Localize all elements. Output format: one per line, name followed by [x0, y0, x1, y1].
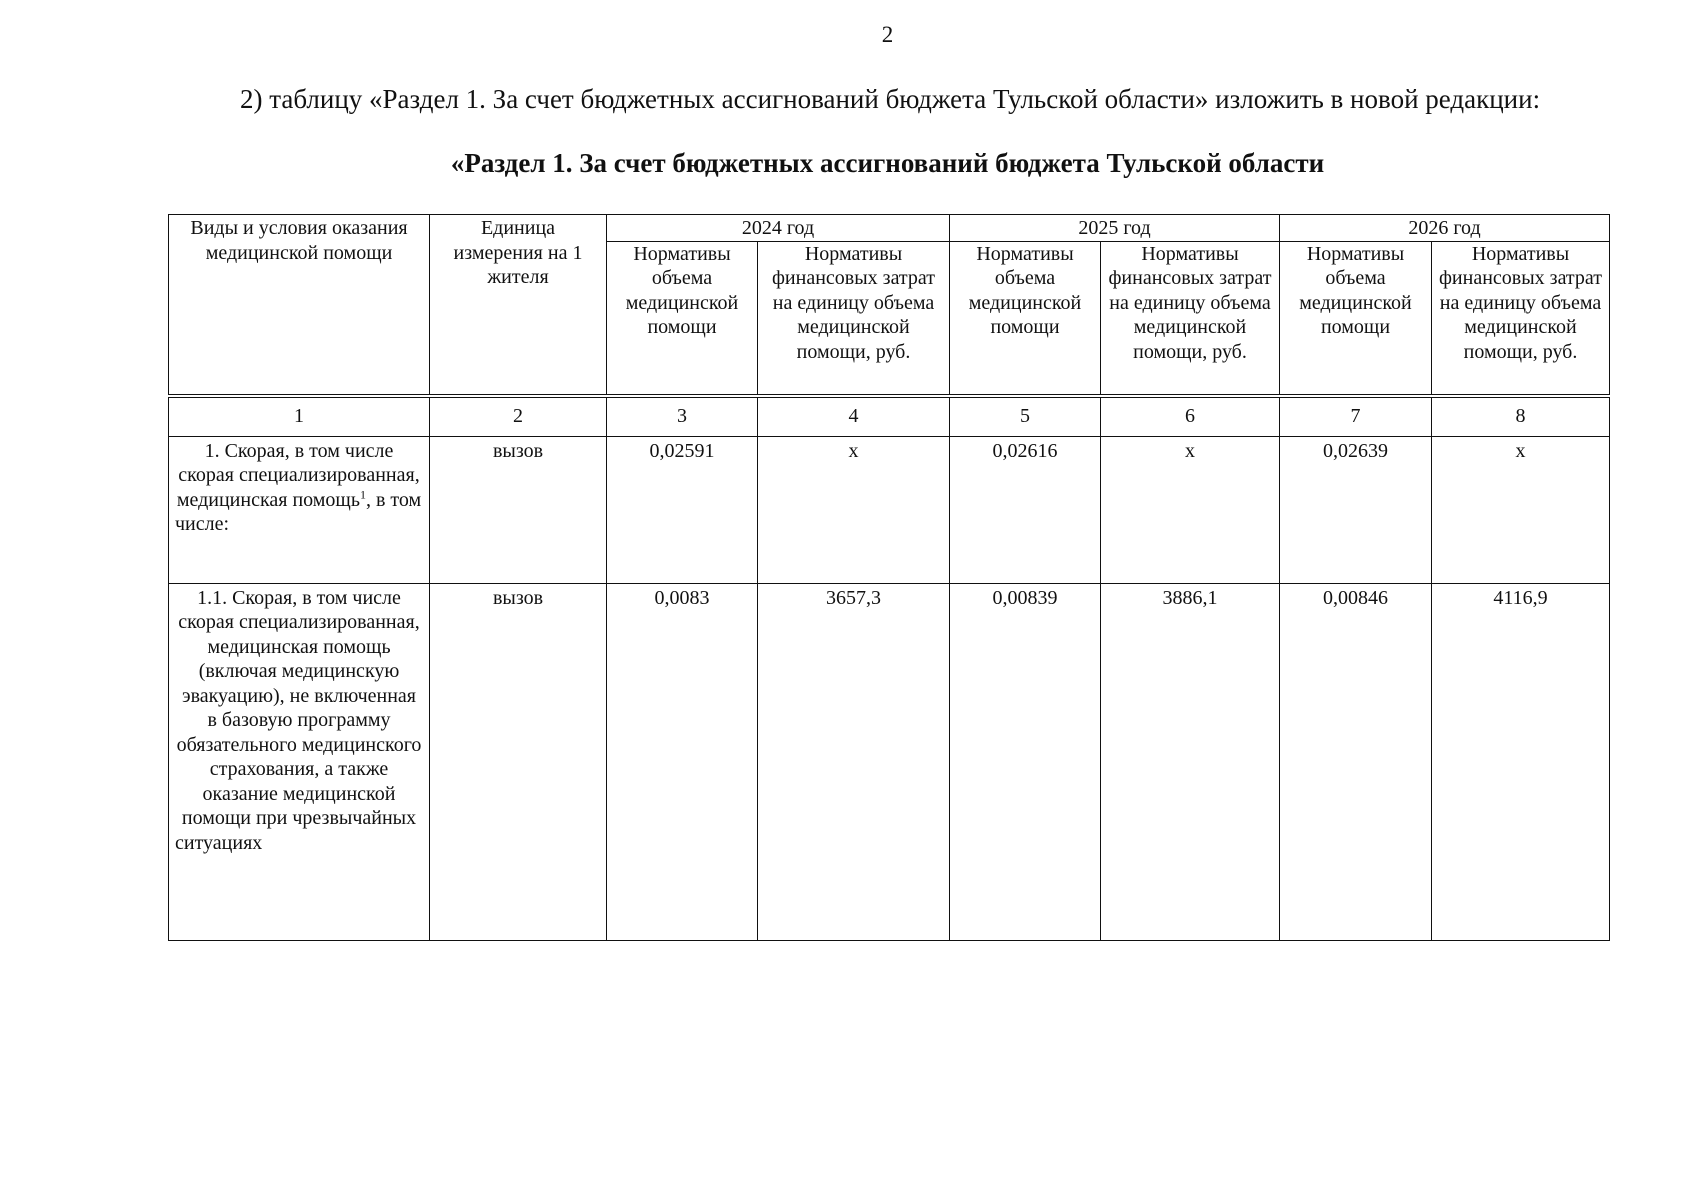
table-row: [169, 436, 1610, 583]
norms-table: [168, 214, 1610, 941]
header-unit: Единица измерения на 1 жителя: [430, 215, 607, 396]
column-number: 3: [607, 396, 758, 437]
care-kind-text: 1. Скорая, в том числе скорая специализированная, медицинская помощь: [176, 439, 420, 511]
cost-2025-cell: х: [1101, 436, 1280, 583]
column-number-row: [169, 396, 1610, 437]
page-number: 2: [881, 22, 894, 47]
volume-2024-cell: 0,02591: [607, 436, 758, 583]
care-kind-tail: , в том числе:: [175, 488, 422, 535]
header-year-2026: 2026 год: [1280, 215, 1610, 242]
column-number: 7: [1280, 396, 1432, 437]
cost-2024-cell: х: [758, 436, 950, 583]
column-number: 2: [430, 396, 607, 437]
cost-2024-cell: 3657,3: [758, 583, 950, 940]
column-number: 8: [1432, 396, 1610, 437]
cost-2026-cell: 4116,9: [1432, 583, 1610, 940]
header-volume-2026: Нормативы объема медицинской помощи: [1280, 241, 1432, 396]
care-kind-cell: [169, 436, 430, 583]
volume-2026-cell: 0,00846: [1280, 583, 1432, 940]
amendment-intro: 2) таблицу «Раздел 1. За счет бюджетных ассигнований бюджета Тульской области» изложить в новой редакции:: [240, 84, 1541, 114]
volume-2026-cell: 0,02639: [1280, 436, 1432, 583]
cost-2025-cell: 3886,1: [1101, 583, 1280, 940]
header-volume-2024: Нормативы объема медицинской помощи: [607, 241, 758, 396]
header-kind: Виды и условия оказания медицинской помощи: [169, 215, 430, 396]
volume-2025-cell: 0,00839: [950, 583, 1101, 940]
unit-cell: вызов: [430, 583, 607, 940]
unit-cell: вызов: [430, 436, 607, 583]
header-cost-2025: Нормативы финансовых затрат на единицу объема медицинской помощи, руб.: [1101, 241, 1280, 396]
header-year-2025: 2025 год: [950, 215, 1280, 242]
section-title: «Раздел 1. За счет бюджетных ассигнований бюджета Тульской области: [450, 148, 1325, 178]
header-row-years: [169, 215, 1610, 242]
column-number: 1: [169, 396, 430, 437]
cost-2026-cell: х: [1432, 436, 1610, 583]
header-cost-2026: Нормативы финансовых затрат на единицу объема медицинской помощи, руб.: [1432, 241, 1610, 396]
column-number: 5: [950, 396, 1101, 437]
header-year-2024: 2024 год: [607, 215, 950, 242]
header-cost-2024: Нормативы финансовых затрат на единицу объема медицинской помощи, руб.: [758, 241, 950, 396]
care-kind-cell: 1.1. Скорая, в том числе скорая специализированная, медицинская помощь (включая медицинскую эвакуацию), не включенная в базовую программу обязательного медицинского страхования, а также оказание медицинской помощи при чрезвычайных ситуациях: [169, 583, 430, 940]
volume-2024-cell: 0,0083: [607, 583, 758, 940]
column-number: 6: [1101, 396, 1280, 437]
volume-2025-cell: 0,02616: [950, 436, 1101, 583]
footnote-mark: 1: [359, 486, 366, 501]
table-row: [169, 583, 1610, 940]
column-number: 4: [758, 396, 950, 437]
header-volume-2025: Нормативы объема медицинской помощи: [950, 241, 1101, 396]
